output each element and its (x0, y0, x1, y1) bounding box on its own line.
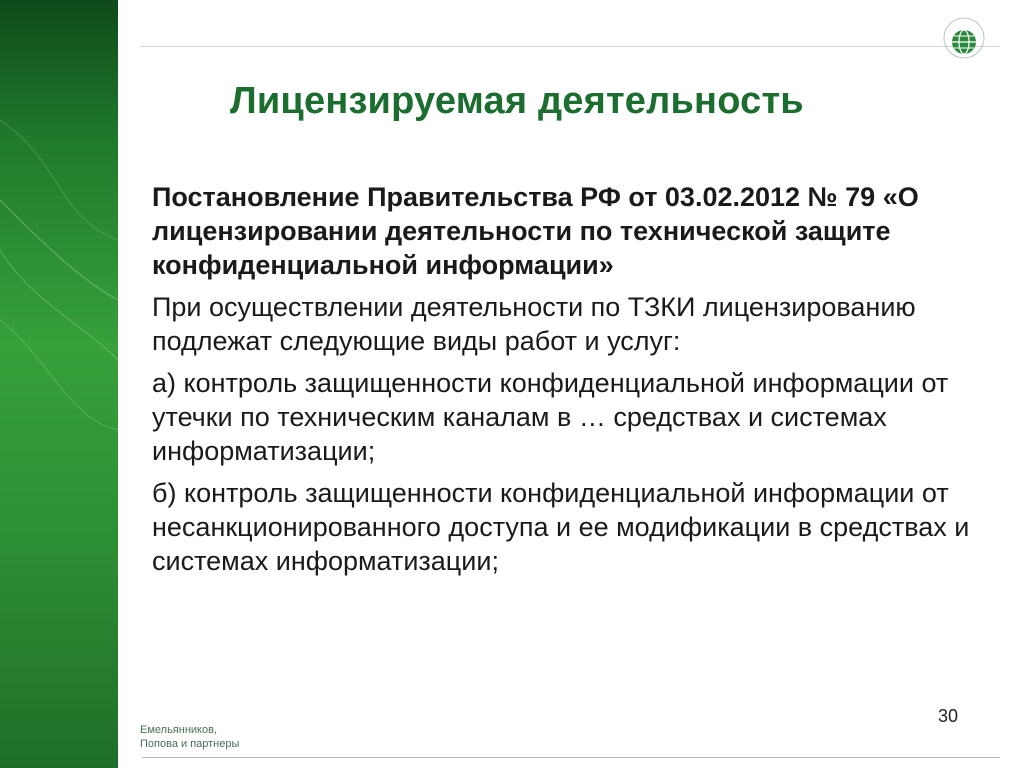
slide-body (152, 180, 992, 586)
firm-name-line2: Попова и партнеры (140, 738, 240, 750)
decorative-side-band (0, 0, 118, 768)
firm-name-line1: Емельянников, (140, 724, 218, 736)
intro-paragraph: При осуществлении деятельности по ТЗКИ лицензированию подлежат следующие виды работ и услуг: (152, 292, 916, 356)
decree-reference: Постановление Правительства РФ от 03.02.2012 № 79 «О лицензировании деятельности по технической защите конфиденциальной информации» (152, 182, 919, 280)
header-divider (140, 46, 1000, 47)
item-a: а) контроль защищенности конфиденциальной информации от утечки по техническим каналам в … средствах и системах информатизации; (152, 368, 949, 466)
page-number: 30 (938, 706, 959, 726)
agency-logo (934, 12, 998, 60)
slide-title: Лицензируемая деятельность (230, 80, 804, 122)
firm-logo-text (140, 723, 239, 751)
footer-divider (142, 757, 1000, 758)
item-b: б) контроль защищенности конфиденциальной информации от несанкционированного доступа и ее модификации в средствах и системах информатизации; (152, 478, 970, 576)
